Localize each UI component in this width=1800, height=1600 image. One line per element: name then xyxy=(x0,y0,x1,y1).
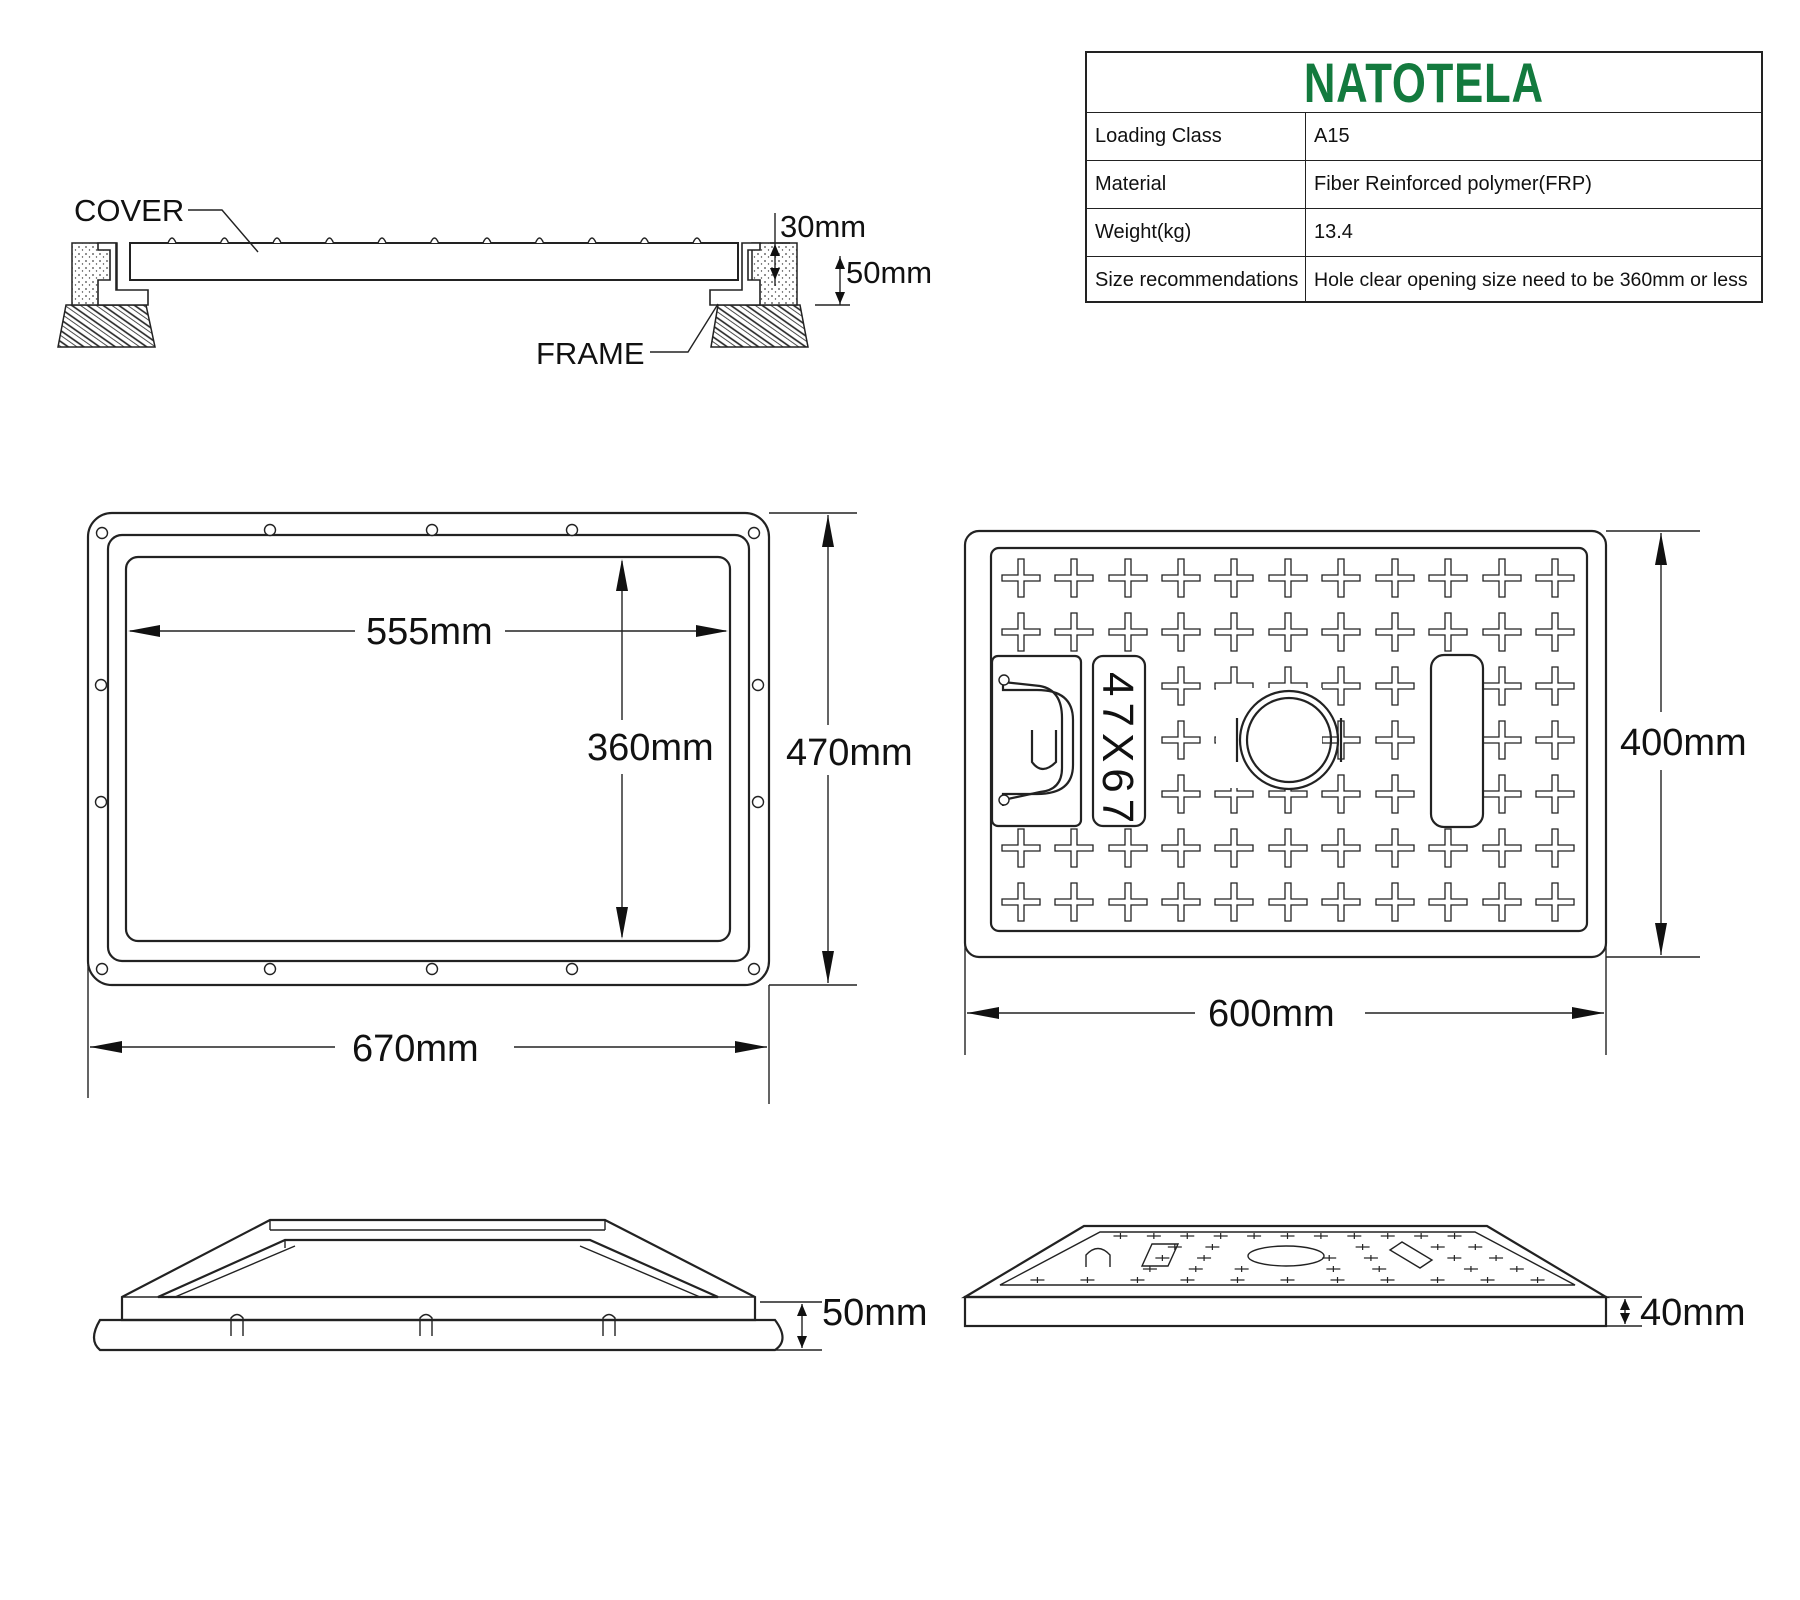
cover-cross xyxy=(1483,559,1521,597)
bolt-hole xyxy=(97,964,108,975)
bolt-hole xyxy=(749,528,760,539)
bolt-hole xyxy=(96,797,107,808)
cover-cross xyxy=(1322,613,1360,651)
bolt-hole xyxy=(753,797,764,808)
perspective-cross xyxy=(1113,1233,1127,1239)
perspective-cross xyxy=(1314,1233,1328,1239)
frame-perspective xyxy=(94,1220,928,1350)
perspective-cross xyxy=(1531,1277,1545,1283)
cover-cross xyxy=(1109,883,1147,921)
cover-cross xyxy=(1162,667,1200,705)
perspective-cross xyxy=(1143,1266,1157,1272)
spec-value: A15 xyxy=(1314,125,1350,147)
perspective-cross xyxy=(1235,1266,1249,1272)
frame-top-view xyxy=(88,513,913,1104)
perspective-cross xyxy=(1197,1255,1211,1261)
perspective-cross xyxy=(1364,1255,1378,1261)
bolt-hole xyxy=(265,964,276,975)
cover-bump xyxy=(221,238,229,243)
perspective-cross xyxy=(1431,1244,1445,1250)
frame-inner-width-dim: 555mm xyxy=(366,611,493,653)
cover-cross xyxy=(1215,829,1253,867)
cover-cross xyxy=(1162,775,1200,813)
cover-cross xyxy=(1536,775,1574,813)
cover-cross xyxy=(1536,613,1574,651)
perspective-cross xyxy=(1356,1244,1370,1250)
perspective-cross xyxy=(1155,1255,1169,1261)
spec-label: Weight(kg) xyxy=(1087,209,1306,256)
frame-label: FRAME xyxy=(536,336,645,371)
handle-slot xyxy=(1431,655,1483,827)
cover-height-dim: 400mm xyxy=(1620,722,1747,764)
frame-outer-height-dim: 470mm xyxy=(786,732,913,774)
spec-row-size-recommendations xyxy=(1087,257,1761,303)
perspective-cross xyxy=(1481,1277,1495,1283)
cover-cross xyxy=(1162,829,1200,867)
frame-outer-width-dim: 670mm xyxy=(352,1028,479,1070)
cover-cross xyxy=(1002,829,1040,867)
perspective-cross xyxy=(1448,1233,1462,1239)
frame-inner-height-dim: 360mm xyxy=(587,727,714,769)
cover-cross xyxy=(1322,775,1360,813)
section-view xyxy=(58,193,932,371)
cover-cross xyxy=(1002,559,1040,597)
lifting-keyhole xyxy=(992,656,1081,826)
perspective-cross xyxy=(1281,1277,1295,1283)
cover-bump xyxy=(588,238,596,243)
perspective-cross xyxy=(1080,1277,1094,1283)
cover-bump xyxy=(536,238,544,243)
cover-cross xyxy=(1376,775,1414,813)
cover-cross xyxy=(1483,775,1521,813)
spec-value: Hole clear opening size need to be 360mm or less xyxy=(1314,268,1748,291)
perspective-crosses xyxy=(1030,1233,1544,1283)
cover-cross xyxy=(1322,559,1360,597)
cover-cross xyxy=(1162,721,1200,759)
cover-cross xyxy=(1269,613,1307,651)
frame-perspective-height-dim: 50mm xyxy=(822,1292,928,1334)
cover-perspective xyxy=(965,1226,1746,1334)
cover-cross xyxy=(1002,883,1040,921)
cover-cross xyxy=(1376,613,1414,651)
cover-cross xyxy=(1536,667,1574,705)
cover-cross xyxy=(1322,829,1360,867)
cover-slab xyxy=(130,243,738,280)
cover-cross xyxy=(1269,883,1307,921)
cover-cross xyxy=(1055,829,1093,867)
perspective-cross xyxy=(1510,1266,1524,1272)
cover-cross xyxy=(1483,883,1521,921)
cover-cross xyxy=(1162,559,1200,597)
bolt-hole xyxy=(427,525,438,536)
bolt-hole xyxy=(97,528,108,539)
cover-cross xyxy=(1376,829,1414,867)
cover-cross xyxy=(1376,559,1414,597)
cover-cross xyxy=(1162,613,1200,651)
cover-cross xyxy=(1429,829,1467,867)
cover-perspective-height-dim: 40mm xyxy=(1640,1292,1746,1334)
cover-bump xyxy=(378,238,386,243)
cover-cross xyxy=(1215,883,1253,921)
cover-cross xyxy=(1215,613,1253,651)
cover-cross xyxy=(1536,559,1574,597)
cover-cross xyxy=(1429,883,1467,921)
cover-cross xyxy=(1322,667,1360,705)
spec-value: Fiber Reinforced polymer(FRP) xyxy=(1314,173,1592,195)
spec-row-loading-class xyxy=(1087,113,1761,161)
perspective-cross xyxy=(1189,1266,1203,1272)
cover-cross xyxy=(1269,829,1307,867)
bolt-hole xyxy=(427,964,438,975)
perspective-cross xyxy=(1130,1277,1144,1283)
spec-value: 13.4 xyxy=(1314,221,1353,243)
perspective-cross xyxy=(1331,1277,1345,1283)
cover-bump xyxy=(273,238,281,243)
perspective-cross xyxy=(1214,1233,1228,1239)
perspective-cross xyxy=(1247,1233,1261,1239)
perspective-cross xyxy=(1205,1244,1219,1250)
perspective-cross xyxy=(1372,1266,1386,1272)
frame-height-dim: 50mm xyxy=(846,255,933,290)
perspective-cross xyxy=(1431,1277,1445,1283)
perspective-cross xyxy=(1489,1255,1503,1261)
perspective-cross xyxy=(1414,1233,1428,1239)
spec-table xyxy=(1085,51,1763,303)
cover-bump xyxy=(483,238,491,243)
spec-label: Size recommendations xyxy=(1087,257,1306,303)
perspective-cross xyxy=(1347,1233,1361,1239)
bolt-hole xyxy=(749,964,760,975)
cover-cross xyxy=(1109,613,1147,651)
perspective-cross xyxy=(1180,1233,1194,1239)
cover-cross xyxy=(1536,883,1574,921)
perspective-cross xyxy=(1147,1233,1161,1239)
cover-cross xyxy=(1109,829,1147,867)
perspective-cross xyxy=(1464,1266,1478,1272)
perspective-cross xyxy=(1230,1277,1244,1283)
cover-cross xyxy=(1429,559,1467,597)
spec-label: Loading Class xyxy=(1087,113,1306,160)
spec-row-weight xyxy=(1087,209,1761,257)
cover-cross xyxy=(1536,829,1574,867)
cover-cross xyxy=(1376,883,1414,921)
perspective-cross xyxy=(1381,1277,1395,1283)
perspective-cross xyxy=(1168,1244,1182,1250)
bolt-hole xyxy=(265,525,276,536)
cover-cross xyxy=(1215,559,1253,597)
perspective-cross xyxy=(1030,1277,1044,1283)
bolt-hole xyxy=(753,680,764,691)
cover-cross xyxy=(1429,613,1467,651)
bolt-hole xyxy=(567,964,578,975)
spec-label: Material xyxy=(1087,161,1306,208)
spec-row-material xyxy=(1087,161,1761,209)
cover-width-dim: 600mm xyxy=(1208,993,1335,1035)
cover-cross xyxy=(1162,883,1200,921)
cover-thickness-dim: 30mm xyxy=(780,209,867,244)
cover-cross xyxy=(1536,721,1574,759)
perspective-cross xyxy=(1326,1266,1340,1272)
brand-name: NATOTELA xyxy=(1304,50,1544,114)
cover-cross xyxy=(1055,613,1093,651)
cover-cross xyxy=(1376,721,1414,759)
cover-bump xyxy=(168,238,176,243)
cover-bump xyxy=(326,238,334,243)
cover-cross xyxy=(1483,667,1521,705)
cover-cross xyxy=(1269,559,1307,597)
cover-bump xyxy=(431,238,439,243)
perspective-cross xyxy=(1468,1244,1482,1250)
cover-cross xyxy=(1055,883,1093,921)
bolt-hole xyxy=(96,680,107,691)
perspective-cross xyxy=(1281,1233,1295,1239)
cover-emboss-text: 47X67 xyxy=(1093,672,1142,830)
cover-bump xyxy=(693,238,701,243)
cover-cross xyxy=(1483,829,1521,867)
cover-cross xyxy=(1483,721,1521,759)
perspective-cross xyxy=(1447,1255,1461,1261)
cover-cross xyxy=(1376,667,1414,705)
cover-cross xyxy=(1483,613,1521,651)
cover-cross xyxy=(1109,559,1147,597)
cover-top-view xyxy=(965,531,1747,1055)
cover-cross xyxy=(1055,559,1093,597)
cover-cross xyxy=(1002,613,1040,651)
perspective-cross xyxy=(1180,1277,1194,1283)
bolt-hole xyxy=(567,525,578,536)
cover-cross xyxy=(1322,883,1360,921)
cover-label: COVER xyxy=(74,193,185,228)
perspective-cross xyxy=(1381,1233,1395,1239)
brand-logo xyxy=(1087,50,1761,114)
cover-bump xyxy=(641,238,649,243)
